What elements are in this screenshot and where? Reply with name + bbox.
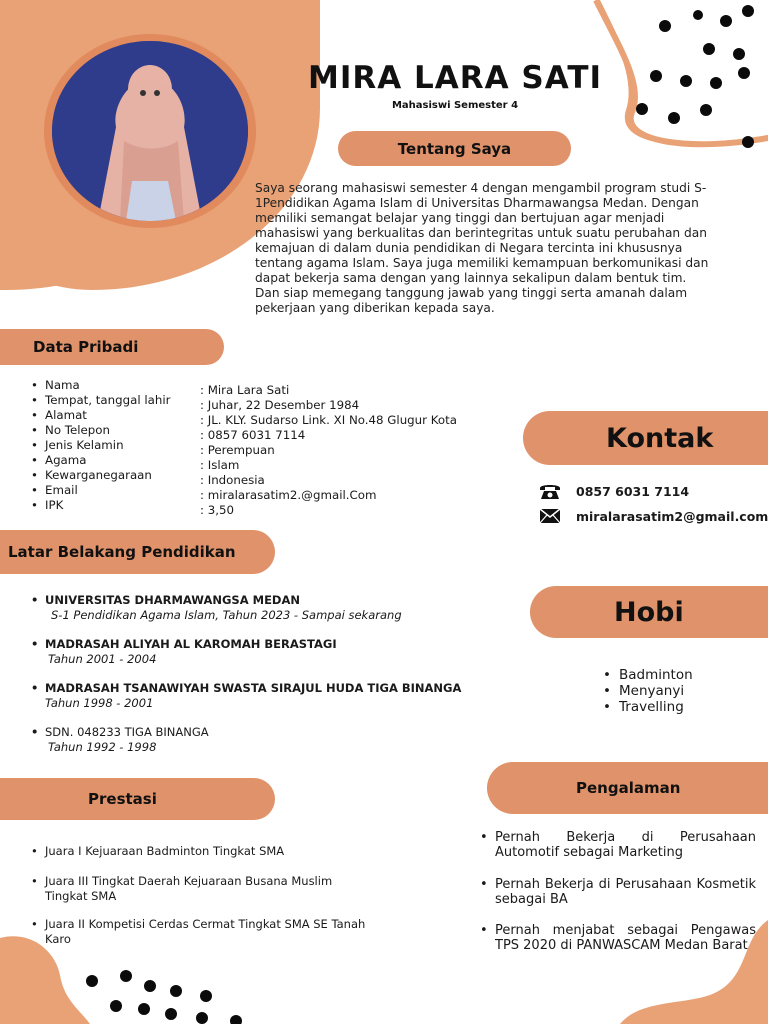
achievement-text: • Juara II Kompetisi Cerdas Cermat Tingkat SMA SE Tanah Karo	[28, 917, 378, 946]
education-detail: S-1 Pendidikan Agama Islam, Tahun 2023 - Sampai sekarang	[51, 608, 402, 622]
section-heading-about: Tentang Saya	[338, 131, 571, 166]
contact-phone[interactable]: 0857 6031 7114	[576, 483, 690, 499]
personal-value: : 3,50	[200, 503, 234, 517]
personal-value: : Mira Lara Sati	[200, 383, 290, 397]
hobby-item: • Badminton	[600, 667, 693, 683]
person-subtitle: Mahasiswi Semester 4	[391, 100, 519, 111]
hobby-item: • Travelling	[600, 699, 693, 715]
experience-item	[477, 923, 756, 953]
envelope-icon	[538, 508, 562, 524]
experience-item	[477, 877, 756, 907]
avatar	[52, 41, 248, 221]
experience-text: • Pernah Bekerja di Perusahaan Automotif sebagai Marketing	[477, 830, 756, 860]
personal-value: : Indonesia	[200, 473, 265, 487]
achievement-text: • Juara I Kejuaraan Badminton Tingkat SMA	[28, 844, 378, 859]
decor-blob-bottom-right	[600, 900, 768, 1024]
hobbies-list	[600, 667, 693, 715]
personal-values-list	[200, 383, 520, 518]
education-detail: Tahun 1998 - 2001	[45, 696, 154, 710]
personal-value: : Juhar, 22 Desember 1984	[200, 398, 360, 412]
person-photo-icon	[52, 41, 248, 221]
achievement-item	[28, 917, 378, 946]
contact-email[interactable]: miralarasatim2@gmail.com	[576, 508, 768, 524]
phone-icon	[538, 482, 562, 500]
personal-label: • IPK	[28, 498, 208, 513]
personal-value: : Islam	[200, 458, 240, 472]
education-detail: Tahun 1992 - 1998	[48, 740, 157, 754]
achievement-item	[28, 874, 378, 903]
education-item	[28, 593, 508, 622]
education-item	[28, 681, 508, 710]
section-heading-education: Latar Belakang Pendidikan	[0, 530, 275, 574]
personal-label: • Email	[28, 483, 208, 498]
education-school: • UNIVERSITAS DHARMAWANGSA MEDAN	[28, 593, 508, 607]
education-school: • MADRASAH ALIYAH AL KAROMAH BERASTAGI	[28, 637, 508, 651]
personal-label: • Kewarganegaraan	[28, 468, 208, 483]
education-school: • MADRASAH TSANAWIYAH SWASTA SIRAJUL HUDA TIGA BINANGA	[28, 681, 508, 695]
personal-label: • Agama	[28, 453, 208, 468]
section-heading-hobbies: Hobi	[530, 586, 768, 638]
personal-value: : miralarasatim2.@gmail.Com	[200, 488, 377, 502]
achievement-item	[28, 844, 378, 859]
about-text: Saya seorang mahasiswi semester 4 dengan mengambil program studi S-1Pendidikan Agama Islam di Universitas Dharmawangsa Medan. Dengan memiliki semangat belajar yang tinggi dan bertujuan agar menjadi mahasiswi yang berkualitas dan berintegritas untuk suatu perubahan dan kemajuan di dalam dunia pendidikan di Negara tercinta ini khususnya tentang agama Islam. Saya juga memiliki kemampuan berkomunikasi dan dapat bekerja sama dengan yang lainnya sekalipun dalam bentuk tim. Dan siap memegang tanggung jawab yang tinggi serta amanah dalam pekerjaan yang diberikan kepada saya.	[255, 181, 709, 315]
contact-email-row	[538, 508, 768, 524]
personal-value: : 0857 6031 7114	[200, 428, 306, 442]
section-heading-experience: Pengalaman	[487, 762, 768, 814]
hobby-item: • Menyanyi	[600, 683, 693, 699]
section-heading-personal: Data Pribadi	[0, 329, 224, 365]
education-detail: Tahun 2001 - 2004	[48, 652, 157, 666]
personal-labels-list	[28, 378, 208, 513]
personal-label: • Alamat	[28, 408, 208, 423]
experience-item	[477, 830, 756, 860]
experience-text: • Pernah menjabat sebagai Pengawas TPS 2020 di PANWASCAM Medan Barat	[477, 923, 756, 953]
personal-value: : Perempuan	[200, 443, 275, 457]
personal-label: • No Telepon	[28, 423, 208, 438]
achievement-text: • Juara III Tingkat Daerah Kejuaraan Busana Muslim Tingkat SMA	[28, 874, 378, 903]
education-item	[28, 637, 508, 666]
personal-label: • Jenis Kelamin	[28, 438, 208, 453]
education-item	[28, 725, 508, 754]
contact-phone-row	[538, 482, 689, 500]
experience-text: • Pernah Bekerja di Perusahaan Kosmetik sebagai BA	[477, 877, 756, 907]
section-heading-contact: Kontak	[523, 411, 768, 465]
person-name: MIRA LARA SATI	[307, 60, 603, 96]
personal-label: • Tempat, tanggal lahir	[28, 393, 208, 408]
personal-value: : JL. KLY. Sudarso Link. XI No.48 Glugur Kota	[200, 413, 457, 427]
section-heading-achievements: Prestasi	[0, 778, 275, 820]
education-school: • SDN. 048233 TIGA BINANGA	[28, 725, 508, 739]
personal-label: • Nama	[28, 378, 208, 393]
